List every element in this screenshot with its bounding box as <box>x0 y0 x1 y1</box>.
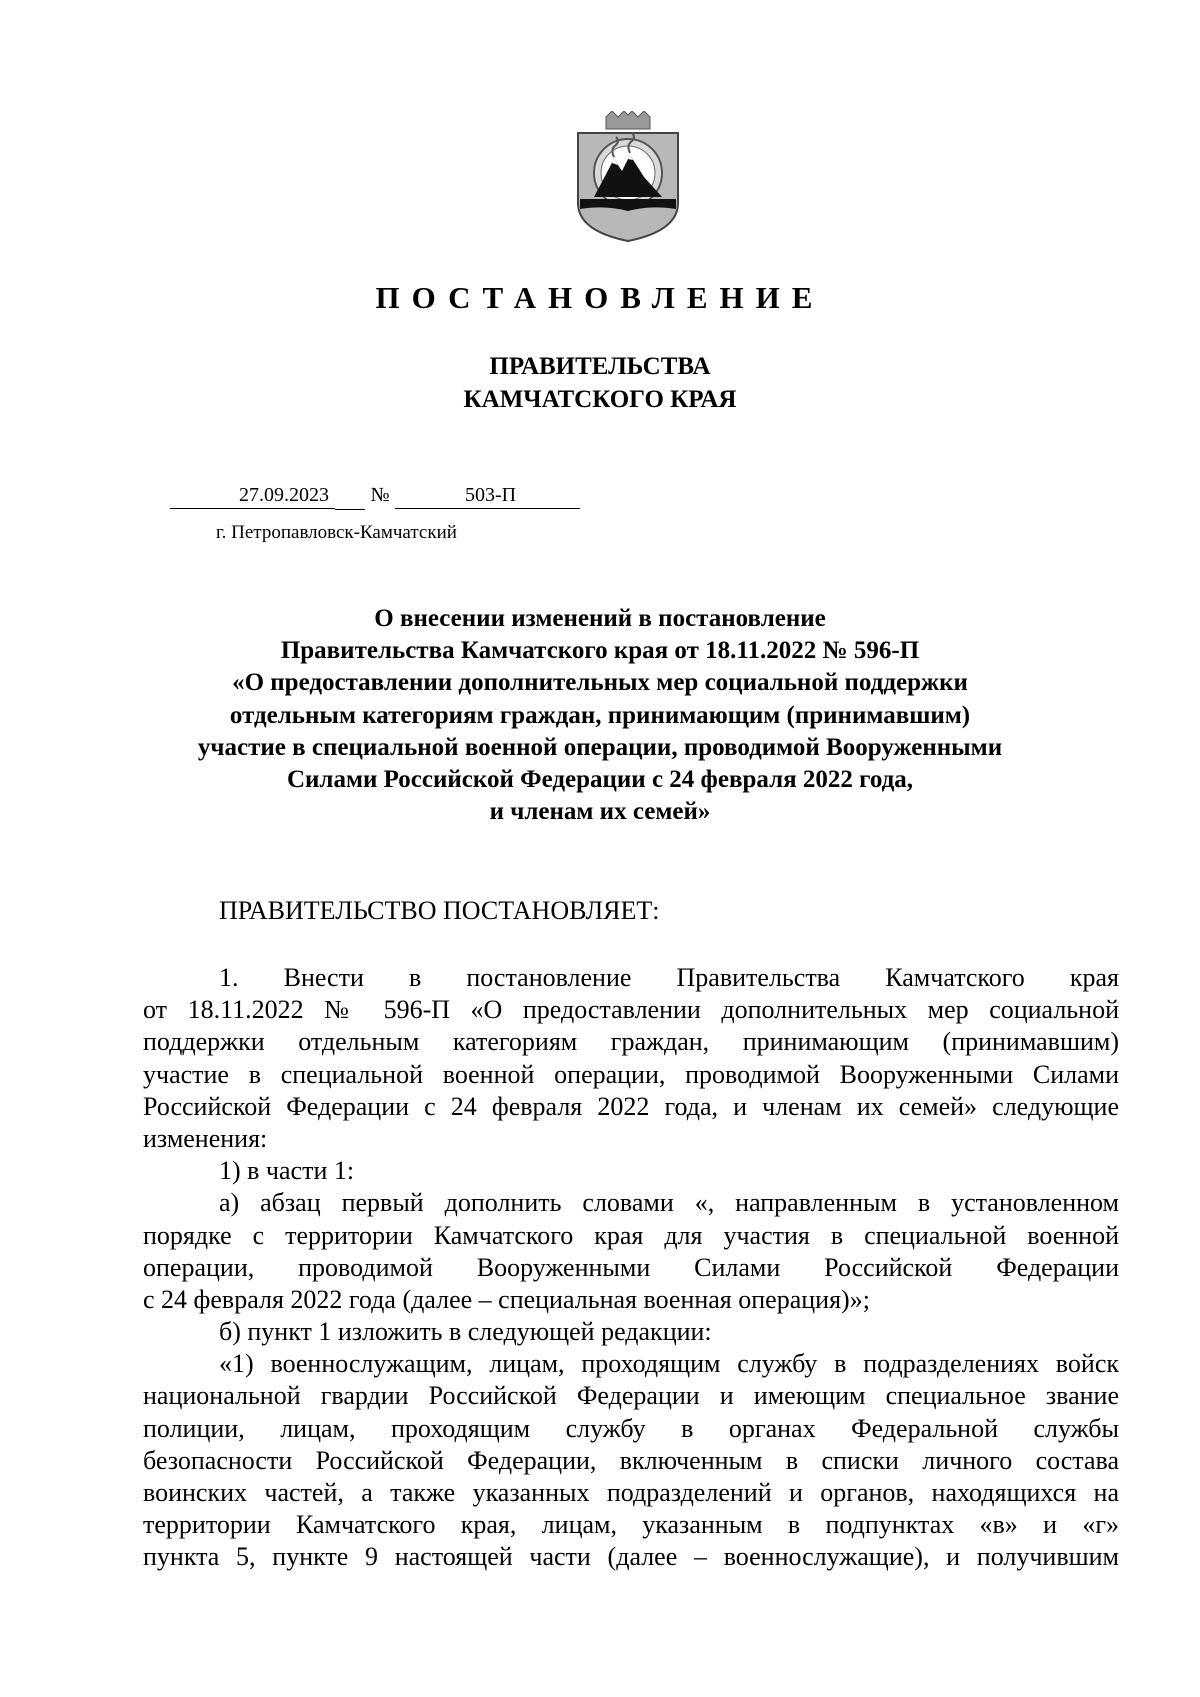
document-date: 27.09.2023 <box>170 482 335 509</box>
body-line: операции, проводимой Вооруженными Силами Российской Федерации <box>143 1252 1119 1282</box>
document-number: 503-П <box>395 482 580 509</box>
authority-line-2: КАМЧАТСКОГО КРАЯ <box>463 386 737 413</box>
body-line: Российской Федерации с 24 февраля 2022 года, и членам их семей» следующие <box>143 1091 1119 1121</box>
body-line: полиции, лицам, проходящим службу в органах Федеральной службы <box>143 1413 1119 1443</box>
body-line: участие в специальной военной операции, проводимой Вооруженными Силами <box>143 1059 1119 1089</box>
body-line: национальной гвардии Российской Федерации и имеющим специальное звание <box>143 1381 1119 1411</box>
title-line: Силами Российской Федерации с 24 февраля 2022 года, <box>286 766 914 794</box>
document-body <box>143 962 1119 1574</box>
body-line: а) абзац первый дополнить словами «, направленным в установленном <box>219 1188 1119 1218</box>
title-line: участие в специальной военной операции, проводимой Вооруженными <box>197 733 1003 761</box>
body-line: безопасности Российской Федерации, включенным в списки личного состава <box>143 1445 1119 1475</box>
authority-line-1: ПРАВИТЕЛЬСТВА <box>489 353 711 380</box>
body-line: 1) в части 1: <box>219 1156 355 1186</box>
issue-city: г. Петропавловск-Камчатский <box>216 522 457 543</box>
title-line: «О предоставлении дополнительных мер социальной поддержки <box>232 669 968 697</box>
underline-spacer <box>335 482 365 510</box>
body-line: 1. Внести в постановление Правительства Камчатского края <box>219 963 1119 992</box>
number-sign: № <box>370 484 390 506</box>
decree-statement: ПРАВИТЕЛЬСТВО ПОСТАНОВЛЯЕТ: <box>219 896 660 925</box>
body-line: с 24 февраля 2022 года (далее – специальная военная операция)»; <box>143 1284 870 1314</box>
title-line: О внесении изменений в постановление <box>374 605 826 632</box>
title-line: и членам их семей» <box>489 798 711 826</box>
body-line: территории Камчатского края, лицам, указанным в подпунктах «в» и «г» <box>143 1510 1119 1540</box>
document-title <box>0 603 1200 828</box>
body-line: изменения: <box>143 1123 268 1153</box>
date-number-line <box>170 482 580 512</box>
body-line: порядке с территории Камчатского края для участия в специальной военной <box>143 1220 1119 1250</box>
title-line: отдельным категориям граждан, принимающим (принимавшим) <box>229 701 971 729</box>
body-line: пункта 5, пункте 9 настоящей части (далее – военнослужащие), и получившим <box>143 1542 1119 1572</box>
body-line: поддержки отдельным категориям граждан, принимающим (принимавшим) <box>143 1027 1119 1057</box>
title-line: Правительства Камчатского края от 18.11.2022 № 596-П <box>280 637 920 665</box>
body-line: воинских частей, а также указанных подразделений и органов, находящихся на <box>143 1478 1119 1507</box>
body-line: от 18.11.2022 № 596-П «О предоставлении дополнительных мер социальной <box>143 995 1119 1025</box>
kamchatka-coat-of-arms-icon <box>572 111 684 243</box>
document-type: ПОСТАНОВЛЕНИЕ <box>375 280 825 315</box>
body-line: б) пункт 1 изложить в следующей редакции: <box>219 1317 712 1347</box>
body-line: «1) военнослужащим, лицам, проходящим службу в подразделениях войск <box>219 1349 1119 1379</box>
issuing-authority <box>0 350 1200 416</box>
